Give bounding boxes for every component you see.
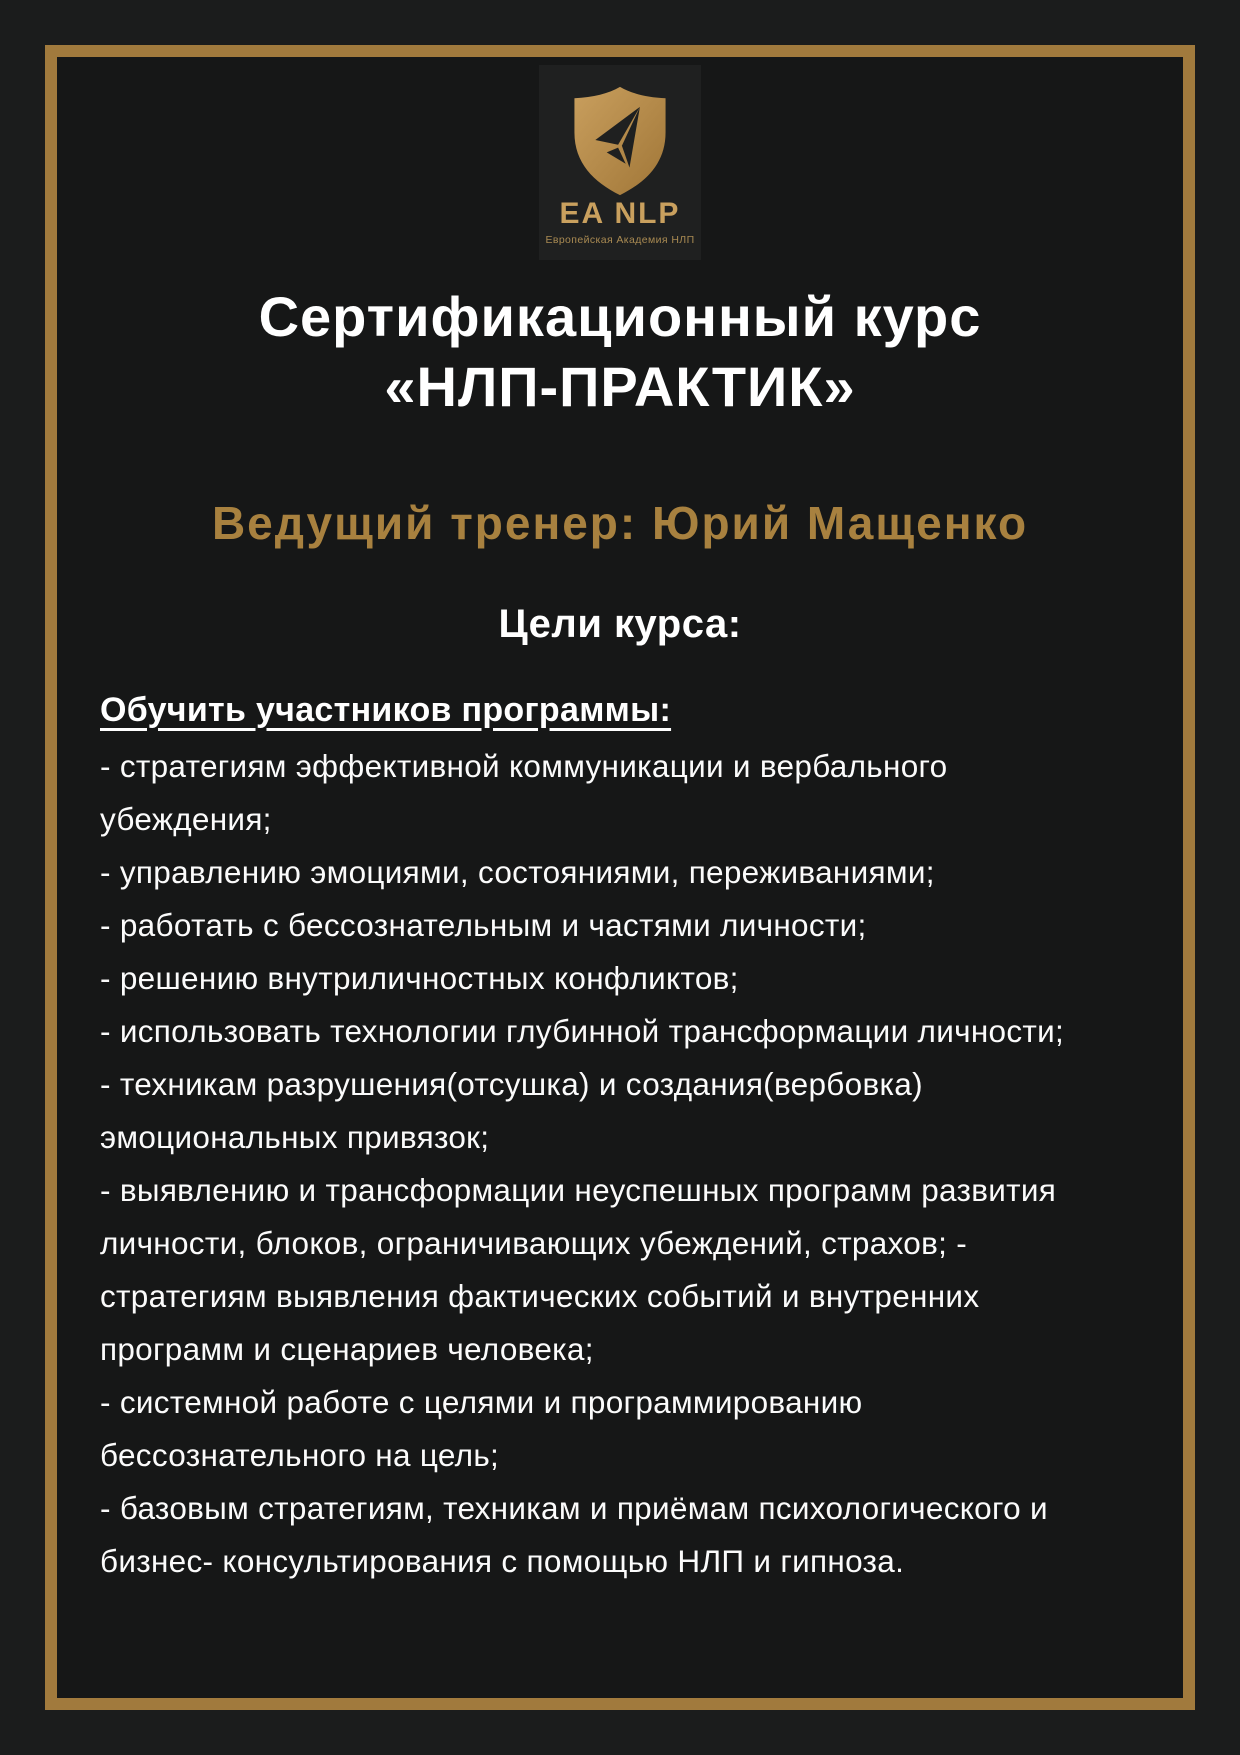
page-title-line1: Сертификационный курс [258,285,982,348]
goal-item: - базовым стратегиям, техникам и приёмам психологического и бизнес- консультирования с помощью НЛП и гипноза. [100,1489,1048,1579]
trainer-line: Ведущий тренер: Юрий Мащенко [211,496,1029,549]
logo-brand-text: EA NLP [559,197,681,230]
goals-list-heading: Обучить участников программы: [100,690,672,729]
goal-item: - решению внутриличностных конфликтов; [100,959,739,996]
goal-item: - управлению эмоциями, состояниями, переживаниями; [100,853,935,890]
page-title [259,282,982,422]
shield-paper-plane-icon [568,85,672,197]
goal-item: - стратегиям эффективной коммуникации и вербального убеждения; [100,747,948,837]
page-title-line2: «НЛП-ПРАКТИК» [384,355,856,418]
goal-item: - работать с бессознательным и частями личности; [100,906,867,943]
goal-item: - техникам разрушения(отсушка) и создания(вербовка) эмоциональных привязок; [100,1065,923,1155]
goals-section [100,691,1140,1588]
goal-item: - системной работе с целями и программированию бессознательного на цель; [100,1383,863,1473]
logo [539,65,701,260]
logo-tagline: Европейская Академия НЛП [545,234,695,246]
goal-item: - использовать технологии глубинной трансформации личности; [100,1012,1065,1049]
course-goals-heading: Цели курса: [498,601,742,646]
goal-item: - выявлению и трансформации неуспешных программ развития личности, блоков, ограничивающих убеждений, страхов; - стратегиям выявления фактических событий и внутренних программ и сценариев человека; [100,1171,1057,1367]
poster-content [100,57,1140,1698]
